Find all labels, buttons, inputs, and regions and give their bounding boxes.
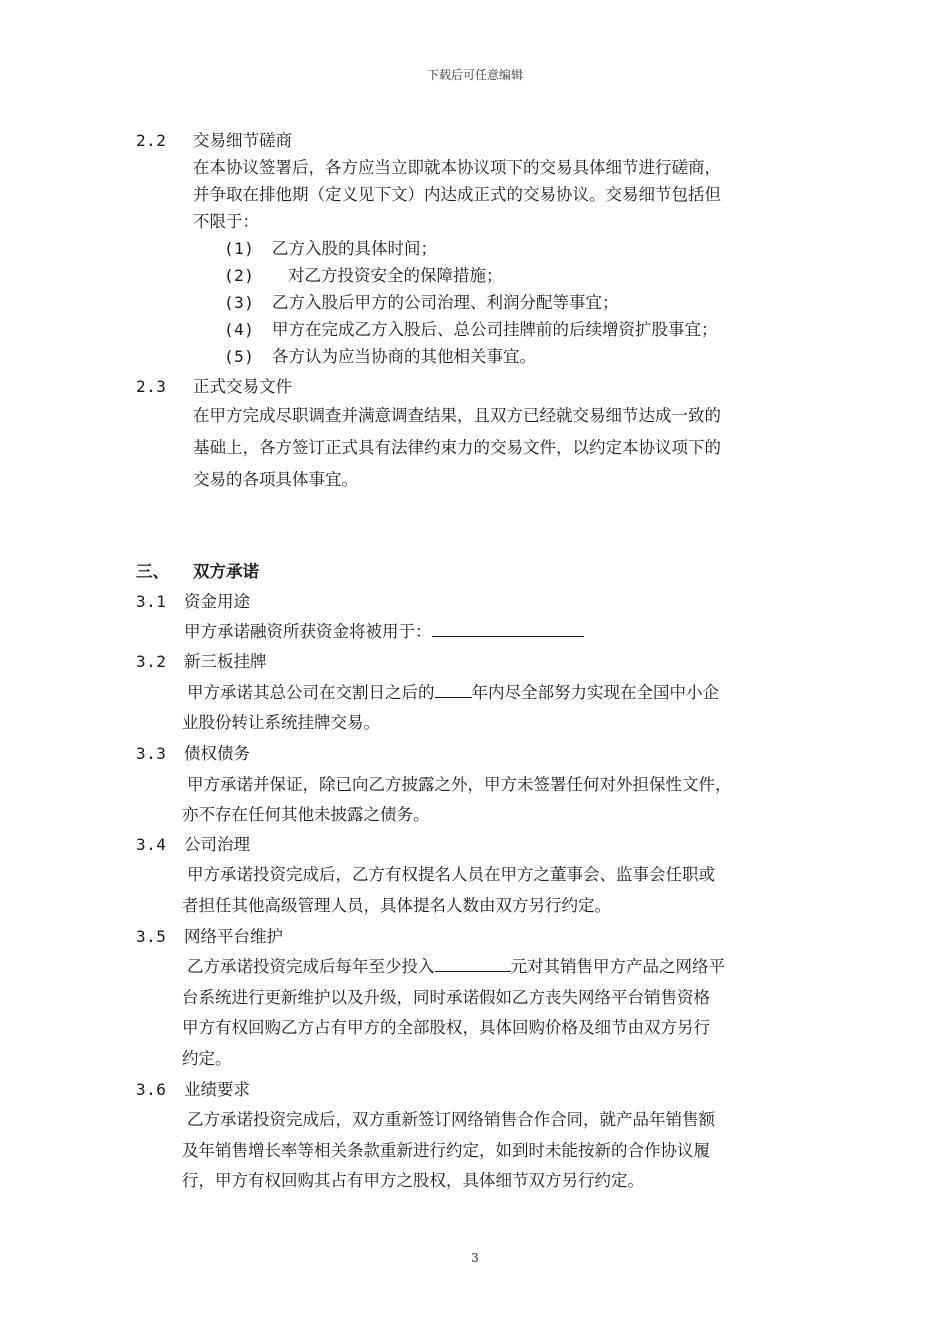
clause-number: 3.5 bbox=[136, 927, 167, 946]
list-item: 乙方入股的具体时间； bbox=[272, 239, 437, 258]
fill-in-blank bbox=[435, 957, 511, 972]
clause-title: 新三板挂牌 bbox=[184, 652, 267, 671]
paragraph-text: 元对其销售甲方产品之网络平 bbox=[510, 957, 725, 976]
list-item-number: (1) bbox=[224, 239, 255, 258]
section-number: 三、 bbox=[136, 562, 169, 581]
paragraph-line: 并争取在排他期（定义见下文）内达成正式的交易协议。交易细节包括但 bbox=[193, 185, 721, 204]
paragraph-text: 甲方承诺融资所获资金将被用于： bbox=[184, 622, 432, 641]
paragraph-line: 甲方有权回购乙方占有甲方的全部股权，具体回购价格及细节由双方另行 bbox=[182, 1018, 710, 1037]
paragraph-text: 乙方承诺投资完成后每年至少投入 bbox=[187, 957, 435, 976]
clause-title: 资金用途 bbox=[184, 592, 250, 611]
paragraph-line: 者担任其他高级管理人员，具体提名人数由双方另行约定。 bbox=[182, 896, 611, 915]
clause-number: 2.3 bbox=[136, 377, 167, 396]
clause-title: 公司治理 bbox=[184, 835, 250, 854]
paragraph-line: 交易的各项具体事宜。 bbox=[193, 470, 358, 489]
paragraph-line: 在甲方完成尽职调查并满意调查结果，且双方已经就交易细节达成一致的 bbox=[193, 406, 721, 425]
clause-number: 3.2 bbox=[136, 652, 167, 671]
fill-in-blank bbox=[432, 622, 584, 637]
list-item-number: (3) bbox=[224, 293, 255, 312]
paragraph-text: 年内尽全部努力实现在全国中小企 bbox=[471, 683, 719, 702]
page-number: 3 bbox=[471, 1251, 479, 1265]
clause-number: 3.3 bbox=[136, 744, 167, 763]
fill-in-blank bbox=[435, 683, 472, 698]
clause-title: 交易细节磋商 bbox=[193, 131, 292, 150]
clause-number: 3.6 bbox=[136, 1080, 167, 1099]
paragraph-line: 基础上，各方签订正式具有法律约束力的交易文件，以约定本协议项下的 bbox=[193, 438, 721, 457]
list-item-number: (4) bbox=[224, 320, 255, 339]
list-item: 甲方在完成乙方入股后、总公司挂牌前的后续增资扩股事宜； bbox=[272, 320, 718, 339]
clause-number: 2.2 bbox=[136, 131, 167, 150]
paragraph-line bbox=[187, 683, 719, 703]
paragraph-line: 约定。 bbox=[182, 1049, 232, 1068]
paragraph-line bbox=[187, 957, 725, 977]
list-item: 乙方入股后甲方的公司治理、利润分配等事宜； bbox=[272, 293, 619, 312]
paragraph-line: 甲方承诺投资完成后，乙方有权提名人员在甲方之董事会、监事会任职或 bbox=[187, 865, 715, 884]
clause-title: 网络平台维护 bbox=[184, 927, 283, 946]
paragraph-line: 不限于： bbox=[193, 212, 259, 231]
list-item-number: (5) bbox=[224, 347, 255, 366]
list-item: 各方认为应当协商的其他相关事宜。 bbox=[272, 347, 536, 366]
paragraph-line: 业股份转让系统挂牌交易。 bbox=[182, 713, 380, 732]
section-title: 双方承诺 bbox=[193, 562, 259, 581]
paragraph-line: 甲方承诺并保证，除已向乙方披露之外，甲方未签署任何对外担保性文件， bbox=[187, 775, 732, 794]
paragraph-line: 在本协议签署后，各方应当立即就本协议项下的交易具体细节进行磋商， bbox=[193, 158, 721, 177]
paragraph-line: 台系统进行更新维护以及升级，同时承诺假如乙方丧失网络平台销售资格 bbox=[182, 988, 710, 1007]
paragraph-line: 及年销售增长率等相关条款重新进行约定，如到时未能按新的合作协议履 bbox=[182, 1141, 710, 1160]
list-item-number: (2) bbox=[224, 266, 255, 285]
clause-title: 债权债务 bbox=[184, 744, 250, 763]
paragraph-line: 亦不存在任何其他未披露之债务。 bbox=[182, 805, 430, 824]
list-item: 对乙方投资安全的保障措施； bbox=[288, 266, 503, 285]
clause-number: 3.4 bbox=[136, 835, 167, 854]
paragraph-text: 甲方承诺其总公司在交割日之后的 bbox=[187, 683, 435, 702]
paragraph-line: 行，甲方有权回购其占有甲方之股权，具体细节双方另行约定。 bbox=[182, 1171, 644, 1190]
paragraph-line bbox=[184, 622, 584, 642]
clause-number: 3.1 bbox=[136, 592, 167, 611]
page-header: 下载后可任意编辑 bbox=[426, 68, 523, 82]
clause-title: 业绩要求 bbox=[184, 1080, 250, 1099]
paragraph-line: 乙方承诺投资完成后，双方重新签订网络销售合作合同，就产品年销售额 bbox=[187, 1110, 715, 1129]
clause-title: 正式交易文件 bbox=[193, 377, 292, 396]
